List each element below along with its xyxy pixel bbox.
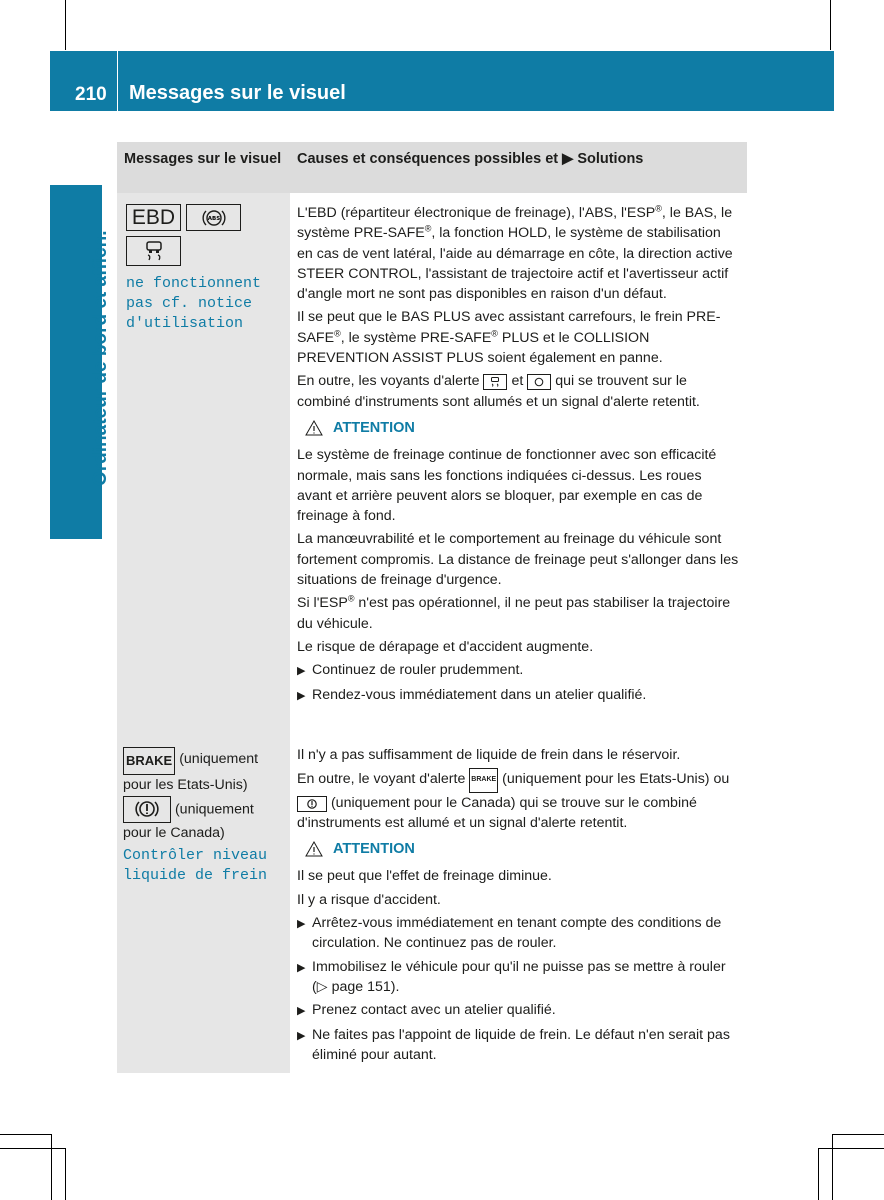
header-divider bbox=[117, 51, 118, 111]
crop-mark bbox=[65, 1148, 66, 1200]
page-number: 210 bbox=[75, 84, 107, 105]
abs-icon-text: ABS bbox=[207, 215, 220, 222]
list-item: ▶ Rendez-vous immédiatement dans un atelier qualifié. bbox=[297, 686, 647, 703]
crop-mark bbox=[832, 1134, 833, 1200]
crop-mark bbox=[818, 1148, 819, 1200]
crop-mark bbox=[65, 0, 66, 50]
warning-triangle-icon bbox=[305, 841, 323, 857]
crop-mark bbox=[818, 1148, 884, 1149]
brake-warning-icon: BRAKE bbox=[469, 768, 498, 792]
ebd-warning-icon: EBD bbox=[126, 204, 181, 231]
paragraph: Il se peut que le BAS PLUS avec assistant carrefours, le frein PRE-SAFE®, le système PRE-SAFE® PLUS et le COLLISION PREVENTION ASSIST PLUS soient également en panne. bbox=[297, 309, 721, 367]
paragraph: Il n'y a pas suffisamment de liquide de frein dans le réservoir. bbox=[297, 747, 681, 763]
attention-label: ATTENTION bbox=[333, 419, 415, 436]
table-header-row bbox=[117, 142, 747, 193]
list-item: ▶ Ne faites pas l'appoint de liquide de frein. Le défaut n'en serait pas éliminé pour autant. bbox=[297, 1026, 730, 1063]
brake-circle-warning-icon bbox=[123, 796, 171, 823]
warning-text: Le risque de dérapage et d'accident augmente. bbox=[297, 638, 594, 655]
display-message: ne fonctionnent pas cf. notice d'utilisation bbox=[126, 275, 262, 332]
paragraph: En outre, le voyant d'alerte BRAKE (uniquement pour les Etats-Unis) ou (uniquement pour le Canada) qui se trouve sur le combiné d'instruments est allumé et un signal d'alerte retentit. bbox=[297, 768, 739, 833]
paragraph: En outre, les voyants d'alerte et qui se trouvent sur le combiné d'instruments sont allumés et un signal d'alerte retentit. bbox=[297, 373, 700, 410]
crop-mark bbox=[833, 1134, 884, 1135]
page-title: Messages sur le visuel bbox=[129, 82, 346, 104]
column-header-causes: Causes et conséquences possibles et ▶ Solutions bbox=[297, 151, 644, 167]
warning-text: La manœuvrabilité et le comportement au freinage du véhicule sont fortement compromis. La distance de freinage peut s'allonger dans les situations de freinage d'urgence. bbox=[297, 531, 739, 589]
list-item: ▶ Immobilisez le véhicule pour qu'il ne puisse pas se mettre à rouler (▷ page 151). bbox=[297, 958, 726, 995]
table-row: BRAKE (uniquement pour les Etats-Unis) (uniquement pour le Canada) Contrôler niveau liquide de frein Il n'y a pas suffisamment de liquide de frein dans le réservoir. En outre, le voyant d'alerte BRAKE (uniquement pour les Etats-Unis) ou (uniquement pour le Canada) qui se trouve sur le combiné d'instruments est allumé et un signal d'alerte retentit. ATTENTION Il se peut que l'effet de freinage diminue. Il y a risque d'accident. ▶ Arrêtez-vous immédiatement en tenant compte des conditions de circulation. Ne continuez pas de rouler. ▶ Immobilisez le véhicule pour qu'il ne puisse pas se mettre à rouler (▷ page 151). ▶ Prenez contact avec un atelier qualifié. ▶ Ne faites pas l'appoint de liquide de frein. Le défaut n'en serait pas éliminé pour autant. bbox=[117, 737, 747, 1073]
crop-mark bbox=[0, 1134, 51, 1135]
crop-mark bbox=[51, 1134, 52, 1200]
table-row bbox=[117, 193, 747, 737]
brake-circle-warning-icon bbox=[297, 796, 327, 812]
warning-text: Le système de freinage continue de fonctionner avec son efficacité normale, mais sans les fonctions indiquées ci-dessus. Les roues avant et arrière peuvent alors se bloquer, par exemple en cas de freinage à fond. bbox=[297, 447, 717, 525]
esp-skid-warning-icon bbox=[126, 236, 181, 266]
brake-warning-icon: BRAKE bbox=[123, 747, 175, 775]
list-item: ▶ Continuez de rouler prudemment. bbox=[297, 662, 524, 679]
attention-label: ATTENTION bbox=[333, 841, 415, 858]
crop-mark bbox=[0, 1148, 65, 1149]
list-item: ▶ Prenez contact avec un atelier qualifié. bbox=[297, 1002, 556, 1019]
esp-skid-warning-icon bbox=[483, 374, 507, 390]
paragraph: L'EBD (répartiteur électronique de freinage), l'ABS, l'ESP®, le BAS, le système PRE-SAFE®, la fonction HOLD, le système de stabilisation en cas de vent latéral, l'aide au démarrage en côte, la direction active STEER CONTROL, l'assistant de trajectoire actif et l'avertisseur actif d'angle mort ne sont pas disponibles en raison d'un défaut. bbox=[297, 203, 733, 303]
section-tab-label: Ordinateur de bord et affich. bbox=[90, 230, 111, 486]
warning-triangle-icon bbox=[305, 420, 323, 436]
warning-text: Il y a risque d'accident. bbox=[297, 891, 441, 908]
attention-heading bbox=[297, 418, 739, 438]
abs-warning-icon bbox=[527, 374, 551, 390]
display-message: Contrôler niveau liquide de frein bbox=[123, 846, 268, 884]
attention-heading bbox=[297, 839, 739, 859]
warning-text: Il se peut que l'effet de freinage diminue. bbox=[297, 868, 552, 885]
column-header-messages: Messages sur le visuel bbox=[124, 151, 282, 167]
crop-mark bbox=[830, 0, 831, 50]
abs-warning-icon bbox=[186, 204, 241, 231]
list-item: ▶ Arrêtez-vous immédiatement en tenant compte des conditions de circulation. Ne continuez pas de rouler. bbox=[297, 915, 722, 952]
warning-text: Si l'ESP® n'est pas opérationnel, il ne peut pas stabiliser la trajectoire du véhicule. bbox=[297, 593, 731, 632]
